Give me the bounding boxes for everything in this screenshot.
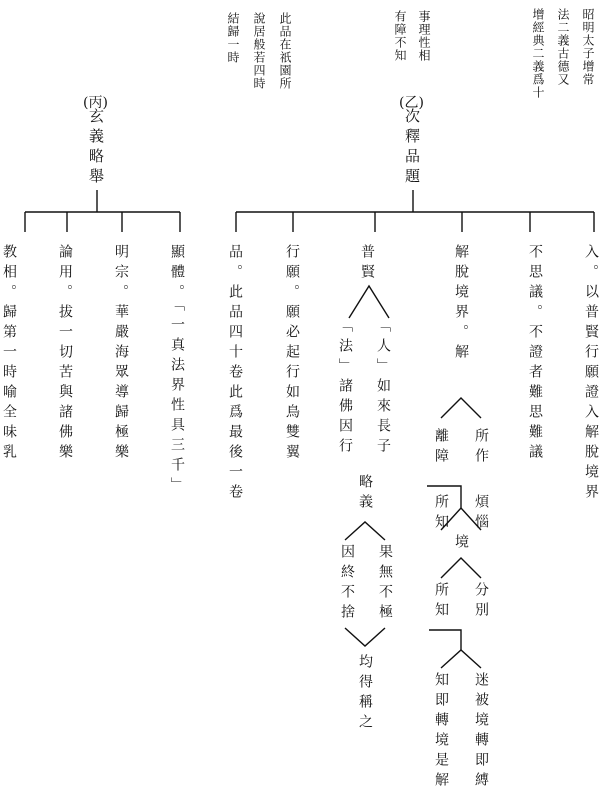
branch-suozuo: 所作	[473, 428, 489, 468]
title-note-line-3: 增經典二義爲十	[531, 8, 545, 99]
node-bing-label: (丙)	[83, 95, 108, 111]
branch-jing: 境	[453, 534, 469, 554]
location-note-line-2: 說居般若四時	[252, 12, 266, 90]
branch-xianti: 顯體。「一真法界性具三千」	[169, 244, 185, 497]
location-note-line-3: 結歸一時	[226, 12, 240, 64]
nature-note-line-2: 有障不知	[393, 10, 407, 62]
branch-suozhi-2: 所知	[433, 582, 449, 622]
branch-fa: 「法」諸佛因行	[337, 318, 353, 458]
branch-fenbie: 分別	[473, 582, 489, 622]
branch-suozhi-1: 所知	[433, 494, 449, 534]
branch-lueyi: 略義	[357, 474, 373, 514]
branch-ru: 入。以普賢行願證入解脫境界	[583, 244, 599, 504]
branch-zhiji: 知即轉境是解	[433, 672, 449, 792]
branch-mingzong: 明宗。華嚴海眾導歸極樂	[113, 244, 129, 464]
node-bing-title: 玄義略舉	[87, 108, 105, 188]
branch-junde: 均得稱之	[357, 654, 373, 734]
branch-ren: 「人」如來長子	[375, 318, 391, 458]
branch-lunyong: 論用。拔一切苦與諸佛樂	[57, 244, 73, 464]
title-note-line-1: 昭明太子增常	[581, 8, 595, 86]
branch-yinzhong: 因終不捨	[339, 544, 355, 624]
branch-puxian: 普賢	[359, 244, 375, 284]
branch-jiaoxiang: 教相。歸第一時喻全味乳	[1, 244, 17, 464]
branch-fannao: 煩惱	[473, 494, 489, 534]
branch-guowu: 果無不極	[377, 544, 393, 624]
branch-mibei: 迷被境轉即縛	[473, 672, 489, 792]
title-note-line-2: 法二義古德又	[556, 8, 570, 86]
branch-pin: 品。此品四十卷此爲最後一卷	[227, 244, 243, 504]
location-note-line-1: 此品在祇園所	[278, 12, 292, 90]
branch-xingyuan: 行願。願必起行如鳥雙翼	[284, 244, 300, 464]
branch-jietuo: 解脫境界。解	[453, 244, 469, 364]
branch-lizhang: 離障	[433, 428, 449, 468]
node-yi-title: 次釋品題	[403, 108, 421, 188]
node-yi-label: (乙)	[399, 95, 424, 111]
nature-note-line-1: 事理性相	[417, 10, 431, 62]
branch-busiyi: 不思議。不證者難思難議	[527, 244, 543, 464]
